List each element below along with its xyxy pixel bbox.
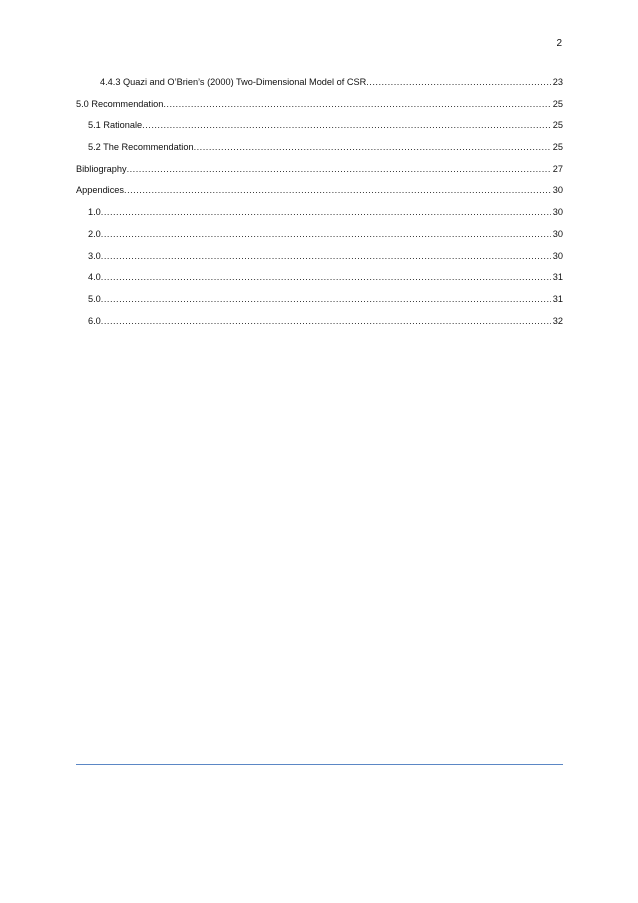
toc-entry-page: 31 (552, 293, 563, 304)
toc-entry-page: 30 (552, 207, 563, 218)
dot-leader (142, 119, 551, 131)
dot-leader (101, 293, 551, 305)
toc-entry-5-2[interactable] (76, 141, 563, 153)
toc-entry-title: Appendices (76, 185, 125, 196)
toc-entry-title: 1.0 (88, 207, 101, 218)
toc-entry-title: 3.0 (88, 250, 101, 261)
toc-entry-5-0[interactable] (76, 98, 563, 110)
dot-leader (194, 141, 551, 153)
toc-entry-bibliography[interactable] (76, 163, 563, 175)
toc-entry-title: 6.0 (88, 315, 101, 326)
toc-entry-title: 5.1 Rationale (88, 120, 143, 131)
dot-leader (163, 98, 550, 110)
dot-leader (127, 163, 551, 175)
toc-entry-title: 4.4.3 Quazi and O’Brien’s (2000) Two-Dimensional Model of CSR (100, 77, 367, 87)
dot-leader (101, 228, 551, 240)
dot-leader (101, 315, 551, 327)
dot-leader (101, 250, 551, 262)
toc-entry-page: 30 (552, 250, 563, 261)
toc-entry-title: 4.0 (88, 272, 101, 283)
page-number: 2 (556, 38, 562, 49)
toc-entry-page: 30 (552, 185, 563, 196)
toc-entry-page: 27 (552, 163, 563, 174)
toc-entry-appendix-6-0[interactable] (76, 315, 563, 327)
toc-entry-appendix-3-0[interactable] (76, 250, 563, 262)
toc-entry-page: 25 (552, 98, 563, 109)
toc-entry-5-1[interactable] (76, 119, 563, 131)
dot-leader (124, 184, 551, 196)
toc-entry-page: 25 (552, 142, 563, 153)
table-of-contents (76, 76, 563, 336)
toc-entry-title: 5.0 Recommendation (76, 98, 164, 109)
toc-entry-appendix-2-0[interactable] (76, 228, 563, 240)
toc-entry-page: 23 (552, 77, 563, 87)
toc-entry-title: 2.0 (88, 228, 101, 239)
toc-entry-appendix-5-0[interactable] (76, 293, 563, 305)
toc-entry-4-4-3[interactable] (76, 76, 563, 88)
dot-leader (101, 206, 551, 218)
toc-entry-appendix-1-0[interactable] (76, 206, 563, 218)
footer-divider (76, 764, 563, 765)
toc-entry-page: 31 (552, 272, 563, 283)
toc-entry-page: 32 (552, 315, 563, 326)
toc-entry-appendices[interactable] (76, 184, 563, 196)
toc-entry-title: 5.0 (88, 293, 101, 304)
dot-leader (101, 271, 551, 283)
toc-entry-appendix-4-0[interactable] (76, 271, 563, 283)
toc-entry-title: Bibliography (76, 163, 127, 174)
toc-entry-page: 30 (552, 228, 563, 239)
dot-leader (366, 76, 551, 88)
toc-entry-title: 5.2 The Recommendation (88, 142, 194, 153)
toc-entry-page: 25 (552, 120, 563, 131)
